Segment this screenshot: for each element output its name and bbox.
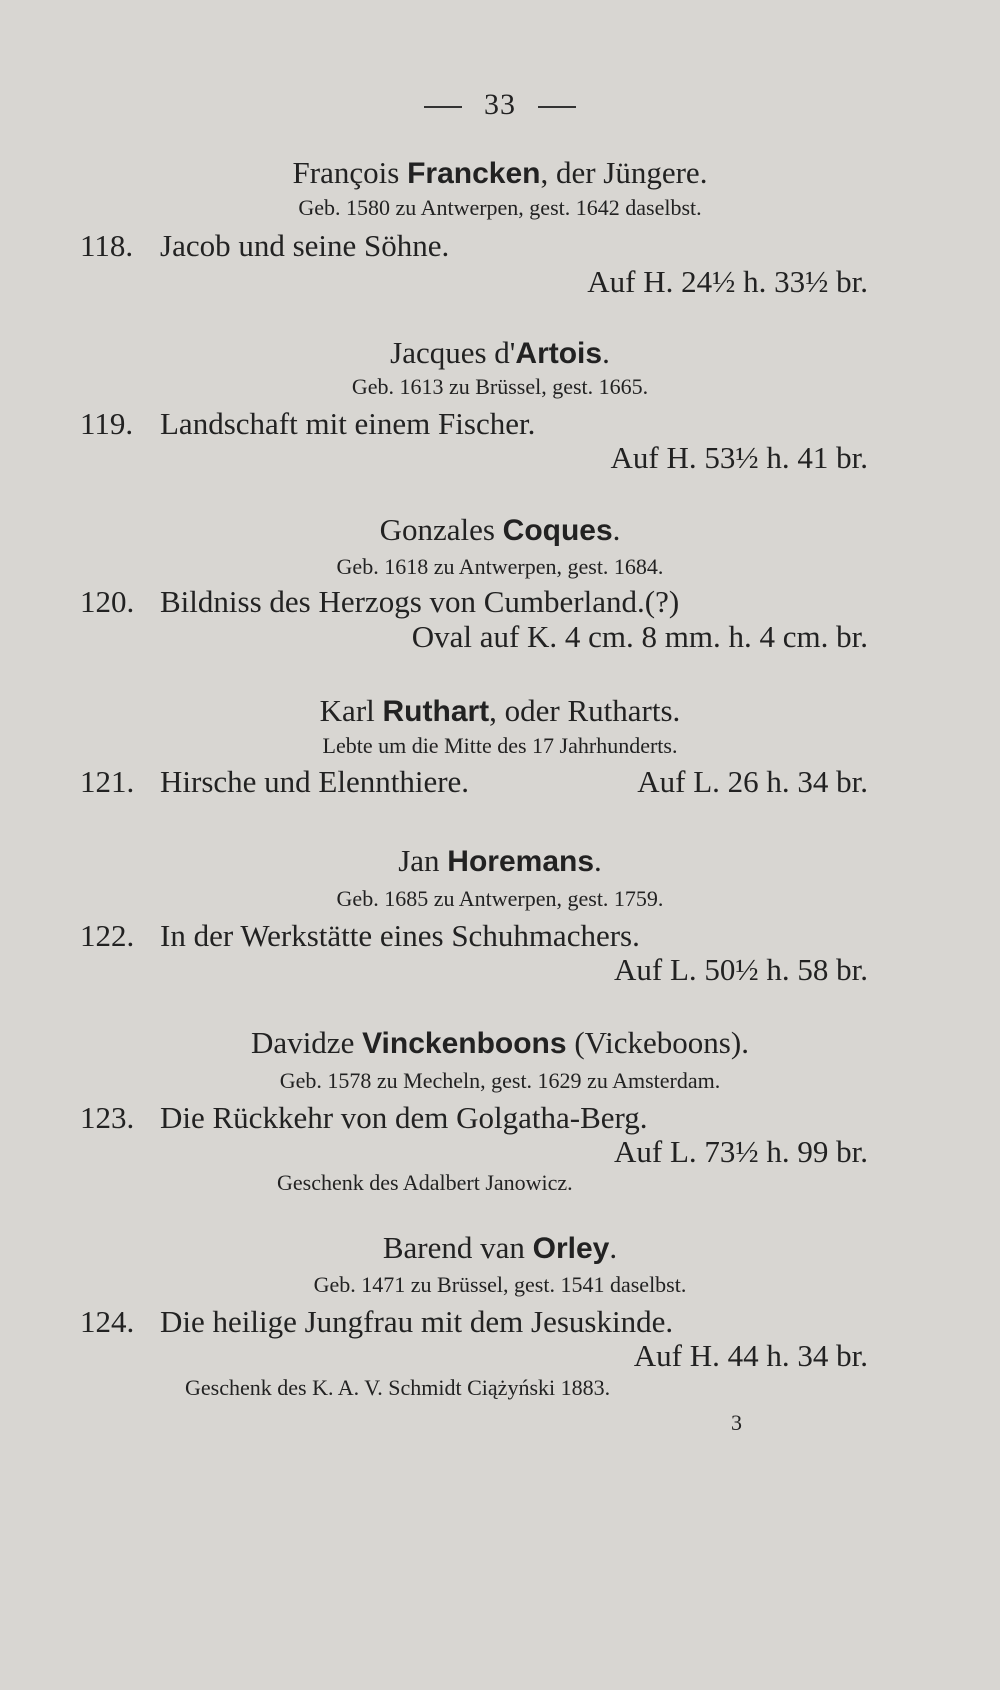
artist-rest: . bbox=[612, 512, 621, 547]
artist-heading bbox=[0, 512, 1000, 548]
artist-first: Barend van bbox=[382, 1230, 533, 1265]
artist-first: Davidze bbox=[251, 1025, 363, 1060]
artist-heading bbox=[0, 1230, 1000, 1266]
artist-surname: Horemans bbox=[447, 845, 595, 878]
entry-dimensions: Auf L. 73½ h. 99 br. bbox=[613, 1134, 868, 1169]
artist-first: Karl bbox=[319, 693, 383, 728]
artist-first: Jacques d' bbox=[390, 335, 516, 370]
entry-number: 119. bbox=[80, 406, 134, 441]
artist-bio: Geb. 1578 zu Mecheln, gest. 1629 zu Amsterdam. bbox=[279, 1068, 721, 1093]
artist-bio: Geb. 1580 zu Antwerpen, gest. 1642 daselbst. bbox=[298, 195, 702, 220]
entry-dimensions: Auf L. 26 h. 34 br. bbox=[637, 764, 868, 799]
artist-first: Jan bbox=[398, 843, 448, 878]
artist-bio: Lebte um die Mitte des 17 Jahrhunderts. bbox=[322, 733, 678, 758]
artist-rest: (Vickeboons). bbox=[566, 1025, 749, 1060]
artist-rest: . bbox=[602, 335, 610, 370]
artist-heading bbox=[0, 843, 1000, 879]
catalogue-entry bbox=[80, 584, 880, 620]
entry-dimensions: Oval auf K. 4 cm. 8 mm. h. 4 cm. br. bbox=[411, 619, 868, 654]
provenance-note: Geschenk des Adalbert Janowicz. bbox=[277, 1170, 573, 1195]
entry-dimensions: Auf H. 53½ h. 41 br. bbox=[610, 440, 868, 475]
entry-dimensions: Auf H. 44 h. 34 br. bbox=[633, 1338, 868, 1373]
entry-title: Jacob und seine Söhne. bbox=[160, 228, 450, 263]
entry-number: 124. bbox=[80, 1304, 135, 1339]
artist-heading bbox=[0, 335, 1000, 371]
artist-rest: , oder Rutharts. bbox=[489, 693, 681, 728]
header-dash-left bbox=[424, 106, 462, 108]
entry-title: In der Werkstätte eines Schuhmachers. bbox=[160, 918, 640, 953]
entry-dimensions: Auf H. 24½ h. 33½ br. bbox=[587, 264, 868, 299]
artist-surname: Francken bbox=[407, 157, 541, 190]
artist-first: François bbox=[292, 155, 408, 190]
artist-bio: Geb. 1613 zu Brüssel, gest. 1665. bbox=[351, 374, 649, 399]
catalogue-entry bbox=[80, 406, 880, 442]
artist-rest: . bbox=[609, 1230, 618, 1265]
entry-dimensions: Auf L. 50½ h. 58 br. bbox=[613, 952, 868, 987]
entry-title: Die Rückkehr von dem Golgatha-Berg. bbox=[160, 1100, 648, 1135]
entry-number: 123. bbox=[80, 1100, 135, 1135]
provenance-note: Geschenk des K. A. V. Schmidt Ciążyński 1883. bbox=[185, 1375, 611, 1400]
entry-title: Bildniss des Herzogs von Cumberland.(?) bbox=[160, 584, 680, 619]
page-number: 33 bbox=[484, 88, 516, 121]
catalogue-entry bbox=[80, 1100, 880, 1136]
header-dash-right bbox=[538, 106, 576, 108]
artist-bio: Geb. 1471 zu Brüssel, gest. 1541 daselbst. bbox=[313, 1272, 687, 1297]
artist-surname: Orley bbox=[532, 1232, 610, 1265]
artist-heading bbox=[0, 155, 1000, 191]
artist-bio: Geb. 1685 zu Antwerpen, gest. 1759. bbox=[336, 886, 664, 911]
signature-mark: 3 bbox=[731, 1410, 742, 1435]
entry-number: 121. bbox=[80, 764, 135, 799]
entry-number: 120. bbox=[80, 584, 135, 619]
entry-title: Hirsche und Elennthiere. bbox=[160, 764, 470, 799]
artist-heading bbox=[0, 1025, 1000, 1061]
catalogue-entry bbox=[80, 228, 880, 264]
entry-number: 122. bbox=[80, 918, 135, 953]
artist-rest: . bbox=[594, 843, 602, 878]
entry-title: Landschaft mit einem Fischer. bbox=[160, 406, 536, 441]
artist-surname: Vinckenboons bbox=[362, 1027, 567, 1060]
page-header bbox=[0, 88, 1000, 122]
artist-first: Gonzales bbox=[379, 512, 503, 547]
entry-title: Die heilige Jungfrau mit dem Jesuskinde. bbox=[160, 1304, 674, 1339]
artist-rest: , der Jüngere. bbox=[540, 155, 708, 190]
artist-surname: Coques bbox=[502, 514, 613, 547]
catalogue-entry bbox=[80, 918, 880, 954]
artist-surname: Ruthart bbox=[382, 695, 490, 728]
artist-surname: Artois bbox=[515, 337, 603, 370]
entry-number: 118. bbox=[80, 228, 134, 263]
catalogue-entry bbox=[80, 1304, 880, 1340]
artist-bio: Geb. 1618 zu Antwerpen, gest. 1684. bbox=[336, 554, 664, 579]
artist-heading bbox=[0, 693, 1000, 729]
